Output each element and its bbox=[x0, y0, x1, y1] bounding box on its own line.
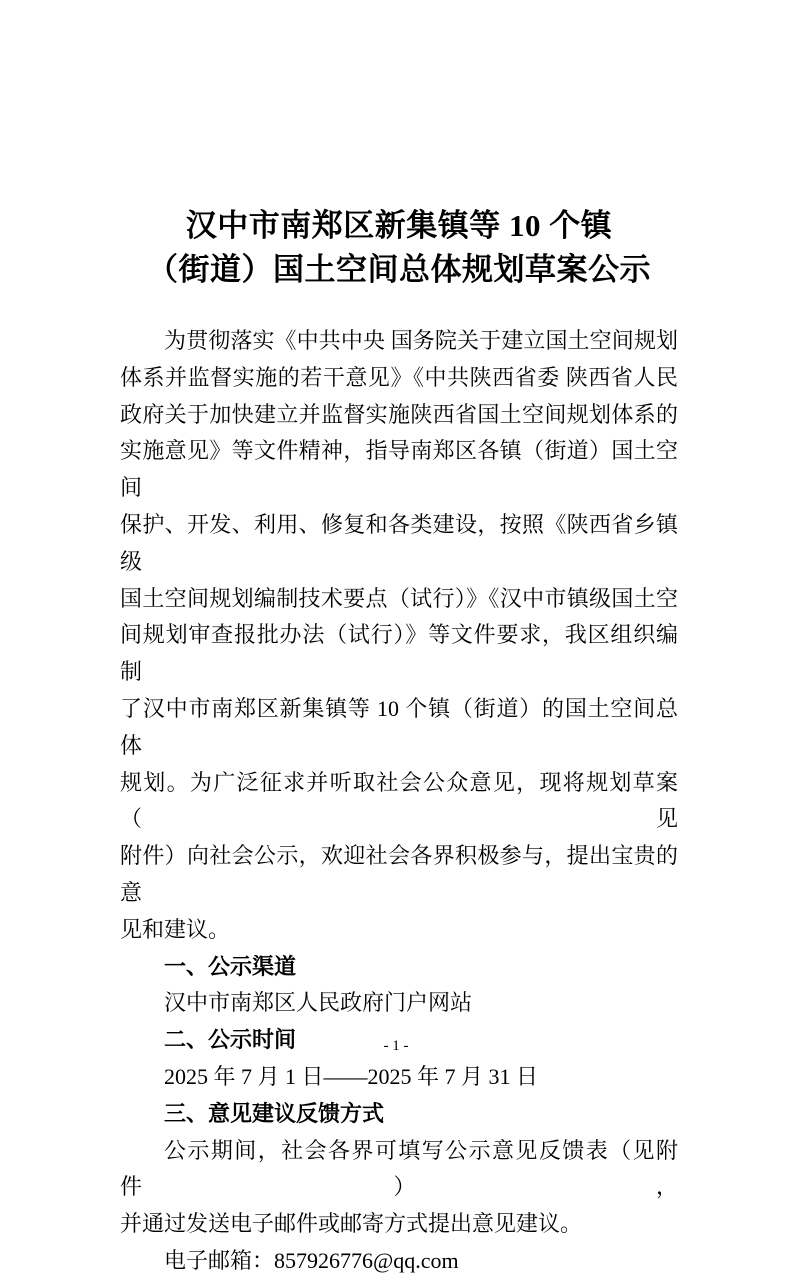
document-line: 2025 年 7 月 1 日——2025 年 7 月 31 日 bbox=[164, 1063, 539, 1089]
document-line: 并通过发送电子邮件或邮寄方式提出意见建议。 bbox=[120, 1211, 583, 1237]
document-line: 国土空间规划编制技术要点（试行）》《汉中市镇级国土空 bbox=[120, 585, 678, 611]
document-line: 规划。为广泛征求并听取社会公众意见，现将规划草案（见 bbox=[120, 769, 678, 832]
section-heading-line: 二、公示时间 bbox=[164, 1027, 297, 1053]
document-line: 见和建议。 bbox=[120, 916, 231, 942]
document-line: 了汉中市南郑区新集镇等 10 个镇（街道）的国土空间总体 bbox=[120, 695, 678, 758]
document-line: 政府关于加快建立并监督实施陕西省国土空间规划体系的 bbox=[120, 401, 678, 427]
document-line: 保护、开发、利用、修复和各类建设，按照《陕西省乡镇级 bbox=[120, 511, 678, 574]
document-body bbox=[120, 323, 678, 1280]
section-heading-line: 三、意见建议反馈方式 bbox=[164, 1100, 385, 1126]
document-line: 汉中市南郑区人民政府门户网站 bbox=[164, 990, 473, 1016]
document-title bbox=[120, 204, 678, 292]
section-heading-line: 一、公示渠道 bbox=[164, 953, 297, 979]
title-line-2: （街道）国土空间总体规划草案公示 bbox=[147, 252, 651, 287]
document-line: 间规划审查报批办法（试行）》等文件要求，我区组织编制 bbox=[120, 622, 678, 685]
page-number: - 1 - bbox=[383, 1038, 409, 1054]
document-line: 电子邮箱：857926776@qq.com bbox=[164, 1247, 459, 1273]
document-line: 体系并监督实施的若干意见》《中共陕西省委 陕西省人民 bbox=[120, 364, 678, 390]
document-line: 公示期间，社会各界可填写公示意见反馈表（见附件）， bbox=[120, 1137, 678, 1200]
document-content bbox=[120, 0, 678, 1280]
document-line: 附件）向社会公示，欢迎社会各界积极参与，提出宝贵的意 bbox=[120, 843, 678, 905]
document-line: 实施意见》等文件精神，指导南郑区各镇（街道）国土空间 bbox=[120, 438, 678, 501]
document-line: 为贯彻落实《中共中央 国务院关于建立国土空间规划 bbox=[164, 328, 678, 353]
title-line-1: 汉中市南郑区新集镇等 10 个镇 bbox=[185, 208, 613, 243]
